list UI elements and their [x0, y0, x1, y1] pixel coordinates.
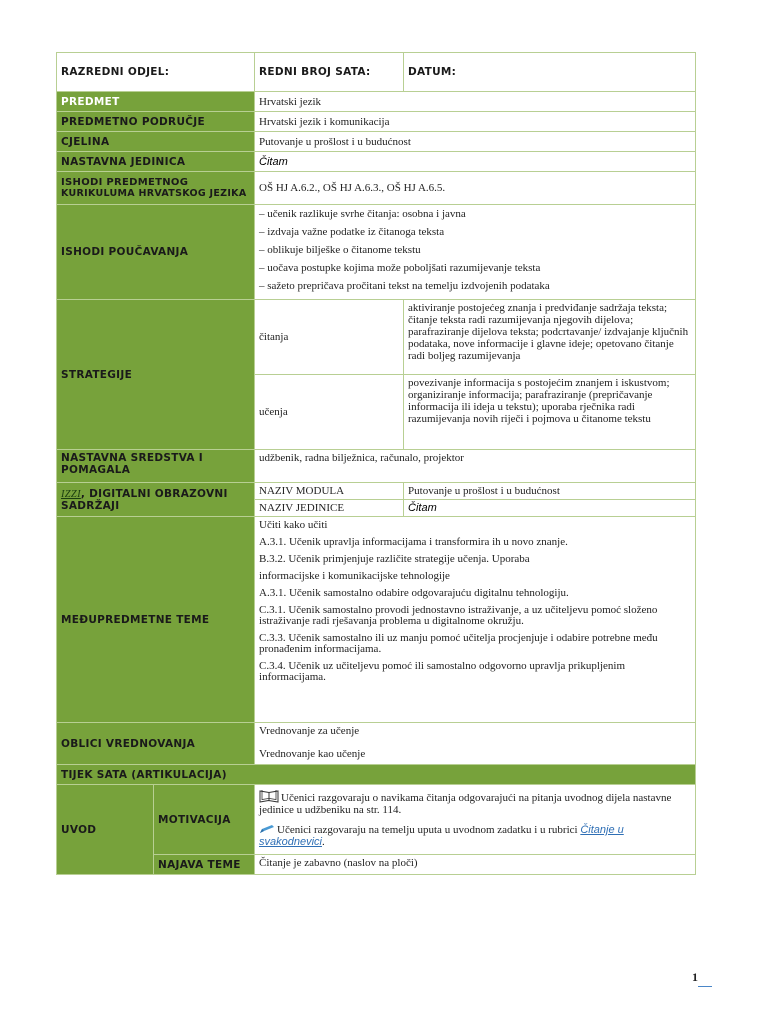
strategije-ucenja-name: učenja [255, 375, 404, 450]
ishodi-poucavanja-row [57, 205, 696, 300]
motivacija-value [255, 785, 696, 855]
nastavna-jedinica-label: NASTAVNA JEDINICA [57, 152, 255, 172]
najava-teme-label: NAJAVA TEME [154, 855, 255, 875]
predmetno-podrucje-row [57, 112, 696, 132]
book-icon [259, 789, 279, 803]
nastavna-jedinica-value: Čitam [255, 152, 696, 172]
naziv-jedinice-value: Čitam [404, 500, 696, 517]
naziv-modula-value: Putovanje u prošlost i u budućnost [404, 483, 696, 500]
predmet-label: PREDMET [57, 92, 255, 112]
strategije-citanja-row [57, 300, 696, 375]
list-item: C.3.4. Učenik uz učiteljevu pomoć ili samostalno odgovorno upravlja prikupljenim informacijama. [259, 660, 626, 683]
strategije-label: STRATEGIJE [57, 300, 255, 450]
oblici-vrednovanja-label: OBLICI VREDNOVANJA [57, 723, 255, 765]
list-item: – sažeto prepričava pročitani tekst na temelju izdvojenih podataka [259, 279, 691, 297]
izzi-modul-row [57, 483, 696, 500]
najava-teme-value: Čitanje je zabavno (naslov na ploči) [255, 855, 696, 875]
list-item: Učiti kako učiti [259, 519, 328, 531]
razredni-odjel-cell: RAZREDNI ODJEL: [57, 53, 255, 92]
ishodi-poucavanja-label: ISHODI POUČAVANJA [57, 205, 255, 300]
list-item: B.3.2. Učenik primjenjuje različite strategije učenja. Uporaba [259, 553, 530, 565]
uvod-motivacija-row [57, 785, 696, 855]
motivacija-text-1: Učenici razgovaraju o navikama čitanja odgovarajući na pitanja uvodnog dijela nastavne jedinice u udžbeniku na str. 114. [259, 792, 672, 816]
list-item: C.3.1. Učenik samostalno provodi jednostavno istraživanje, a uz učiteljevu pomoć složeno istraživanje radi rješavanja problema u digitalnome okružju. [259, 604, 658, 627]
lesson-plan [56, 52, 695, 875]
list-item: informacijske i komunikacijske tehnologije [259, 570, 450, 582]
list-item: – oblikuje bilješke o čitanome tekstu [259, 243, 691, 261]
strategije-citanja-text: aktiviranje postojećeg znanja i predviđanje sadržaja teksta; čitanje teksta radi razumijevanja njegovih dijelova; parafraziranje dijelova teksta; podcrtavanje/ izdvajanje ključnih podataka, nove informacije i glavne ideje; opetovano čitanje radi boljeg razumijevanja [404, 300, 696, 375]
meduprdmetne-value [255, 517, 696, 723]
tijek-sata-label: TIJEK SATA (ARTIKULACIJA) [57, 765, 696, 785]
oblici-vrednovanja-row [57, 723, 696, 765]
cjelina-label: CJELINA [57, 132, 255, 152]
page-number: 1 [692, 970, 698, 984]
datum-cell: DATUM: [404, 53, 696, 92]
list-item: – izdvaja važne podatke iz čitanoga teksta [259, 225, 691, 243]
pencil-icon [259, 824, 275, 834]
izzi-label-line2: SADRŽAJI [61, 499, 120, 512]
motivacija-label: MOTIVACIJA [154, 785, 255, 855]
ishodi-list [259, 207, 691, 297]
predmet-value: Hrvatski jezik [255, 92, 696, 112]
ishodi-predmetnog-label-line1: ISHODI PREDMETNOG [61, 177, 189, 188]
strategije-ucenja-text: povezivanje informacija s postojećim znanjem i iskustvom; organiziranje informacija; parafraziranje (prepričavanje informacija ili ideja u tekstu); uporaba rječnika radi razumijevanja novih riječi i pojmova u čitanome tekstu [404, 375, 696, 450]
ishodi-predmetnog-label-line2: KURIKULUMA HRVATSKOG JEZIKA [61, 188, 247, 199]
list-item: A.3.1. Učenik samostalno odabire odgovarajuću digitalnu tehnologiju. [259, 587, 569, 599]
predmet-row [57, 92, 696, 112]
ishodi-poucavanja-value [255, 205, 696, 300]
cjelina-row [57, 132, 696, 152]
cjelina-value: Putovanje u prošlost i u budućnost [255, 132, 696, 152]
nastavna-sredstva-label [57, 450, 255, 483]
motivacija-text-2: Učenici razgovaraju na temelju uputa u uvodnom zadatku i u rubrici [277, 824, 581, 836]
nastavna-sredstva-label-line1: NASTAVNA SREDSTVA I [61, 452, 203, 464]
header-row [57, 53, 696, 92]
list-item: A.3.1. Učenik upravlja informacijama i transformira ih u novo znanje. [259, 536, 568, 548]
nastavna-sredstva-value: udžbenik, radna bilježnica, računalo, projektor [255, 450, 696, 483]
meduprdmetne-row [57, 517, 696, 723]
tijek-sata-row [57, 765, 696, 785]
motivacija-end: . [322, 836, 325, 848]
izzi-label-brand: IZZI [61, 488, 81, 500]
list-item: – uočava postupke kojima može poboljšati razumijevanje teksta [259, 261, 691, 279]
page-number-underline [698, 986, 712, 987]
uvod-label: UVOD [57, 785, 154, 875]
lesson-plan-table [56, 52, 696, 875]
list-item: Vrednovanje kao učenje [259, 748, 366, 760]
naziv-jedinice-label: NAZIV JEDINICE [255, 500, 404, 517]
strategije-citanja-name: čitanja [255, 300, 404, 375]
nastavna-jedinica-row [57, 152, 696, 172]
nastavna-sredstva-label-line2: POMAGALA [61, 464, 131, 476]
naziv-modula-label: NAZIV MODULA [255, 483, 404, 500]
nastavna-sredstva-row [57, 450, 696, 483]
list-item: Vrednovanje za učenje [259, 725, 360, 737]
izzi-label-rest: , DIGITALNI OBRAZOVNI [80, 487, 228, 500]
ishodi-predmetnog-row [57, 172, 696, 205]
ishodi-predmetnog-value: OŠ HJ A.6.2., OŠ HJ A.6.3., OŠ HJ A.6.5. [255, 172, 696, 205]
predmetno-podrucje-label: PREDMETNO PODRUČJE [57, 112, 255, 132]
predmetno-podrucje-value: Hrvatski jezik i komunikacija [255, 112, 696, 132]
list-item: C.3.3. Učenik samostalno ili uz manju pomoć učitelja procjenjuje i odabire potrebne među pronađenim informacijama. [259, 632, 658, 655]
ishodi-predmetnog-label [57, 172, 255, 205]
citanje-u-svakodnevici-link[interactable]: Čitanje u svakodnevici [259, 824, 624, 848]
redni-broj-sata-cell: REDNI BROJ SATA: [255, 53, 404, 92]
meduprdmetne-label: MEĐUPREDMETNE TEME [57, 517, 255, 723]
list-item: – učenik razlikuje svrhe čitanja: osobna i javna [259, 207, 691, 225]
izzi-label [57, 483, 255, 517]
oblici-vrednovanja-value [255, 723, 696, 765]
